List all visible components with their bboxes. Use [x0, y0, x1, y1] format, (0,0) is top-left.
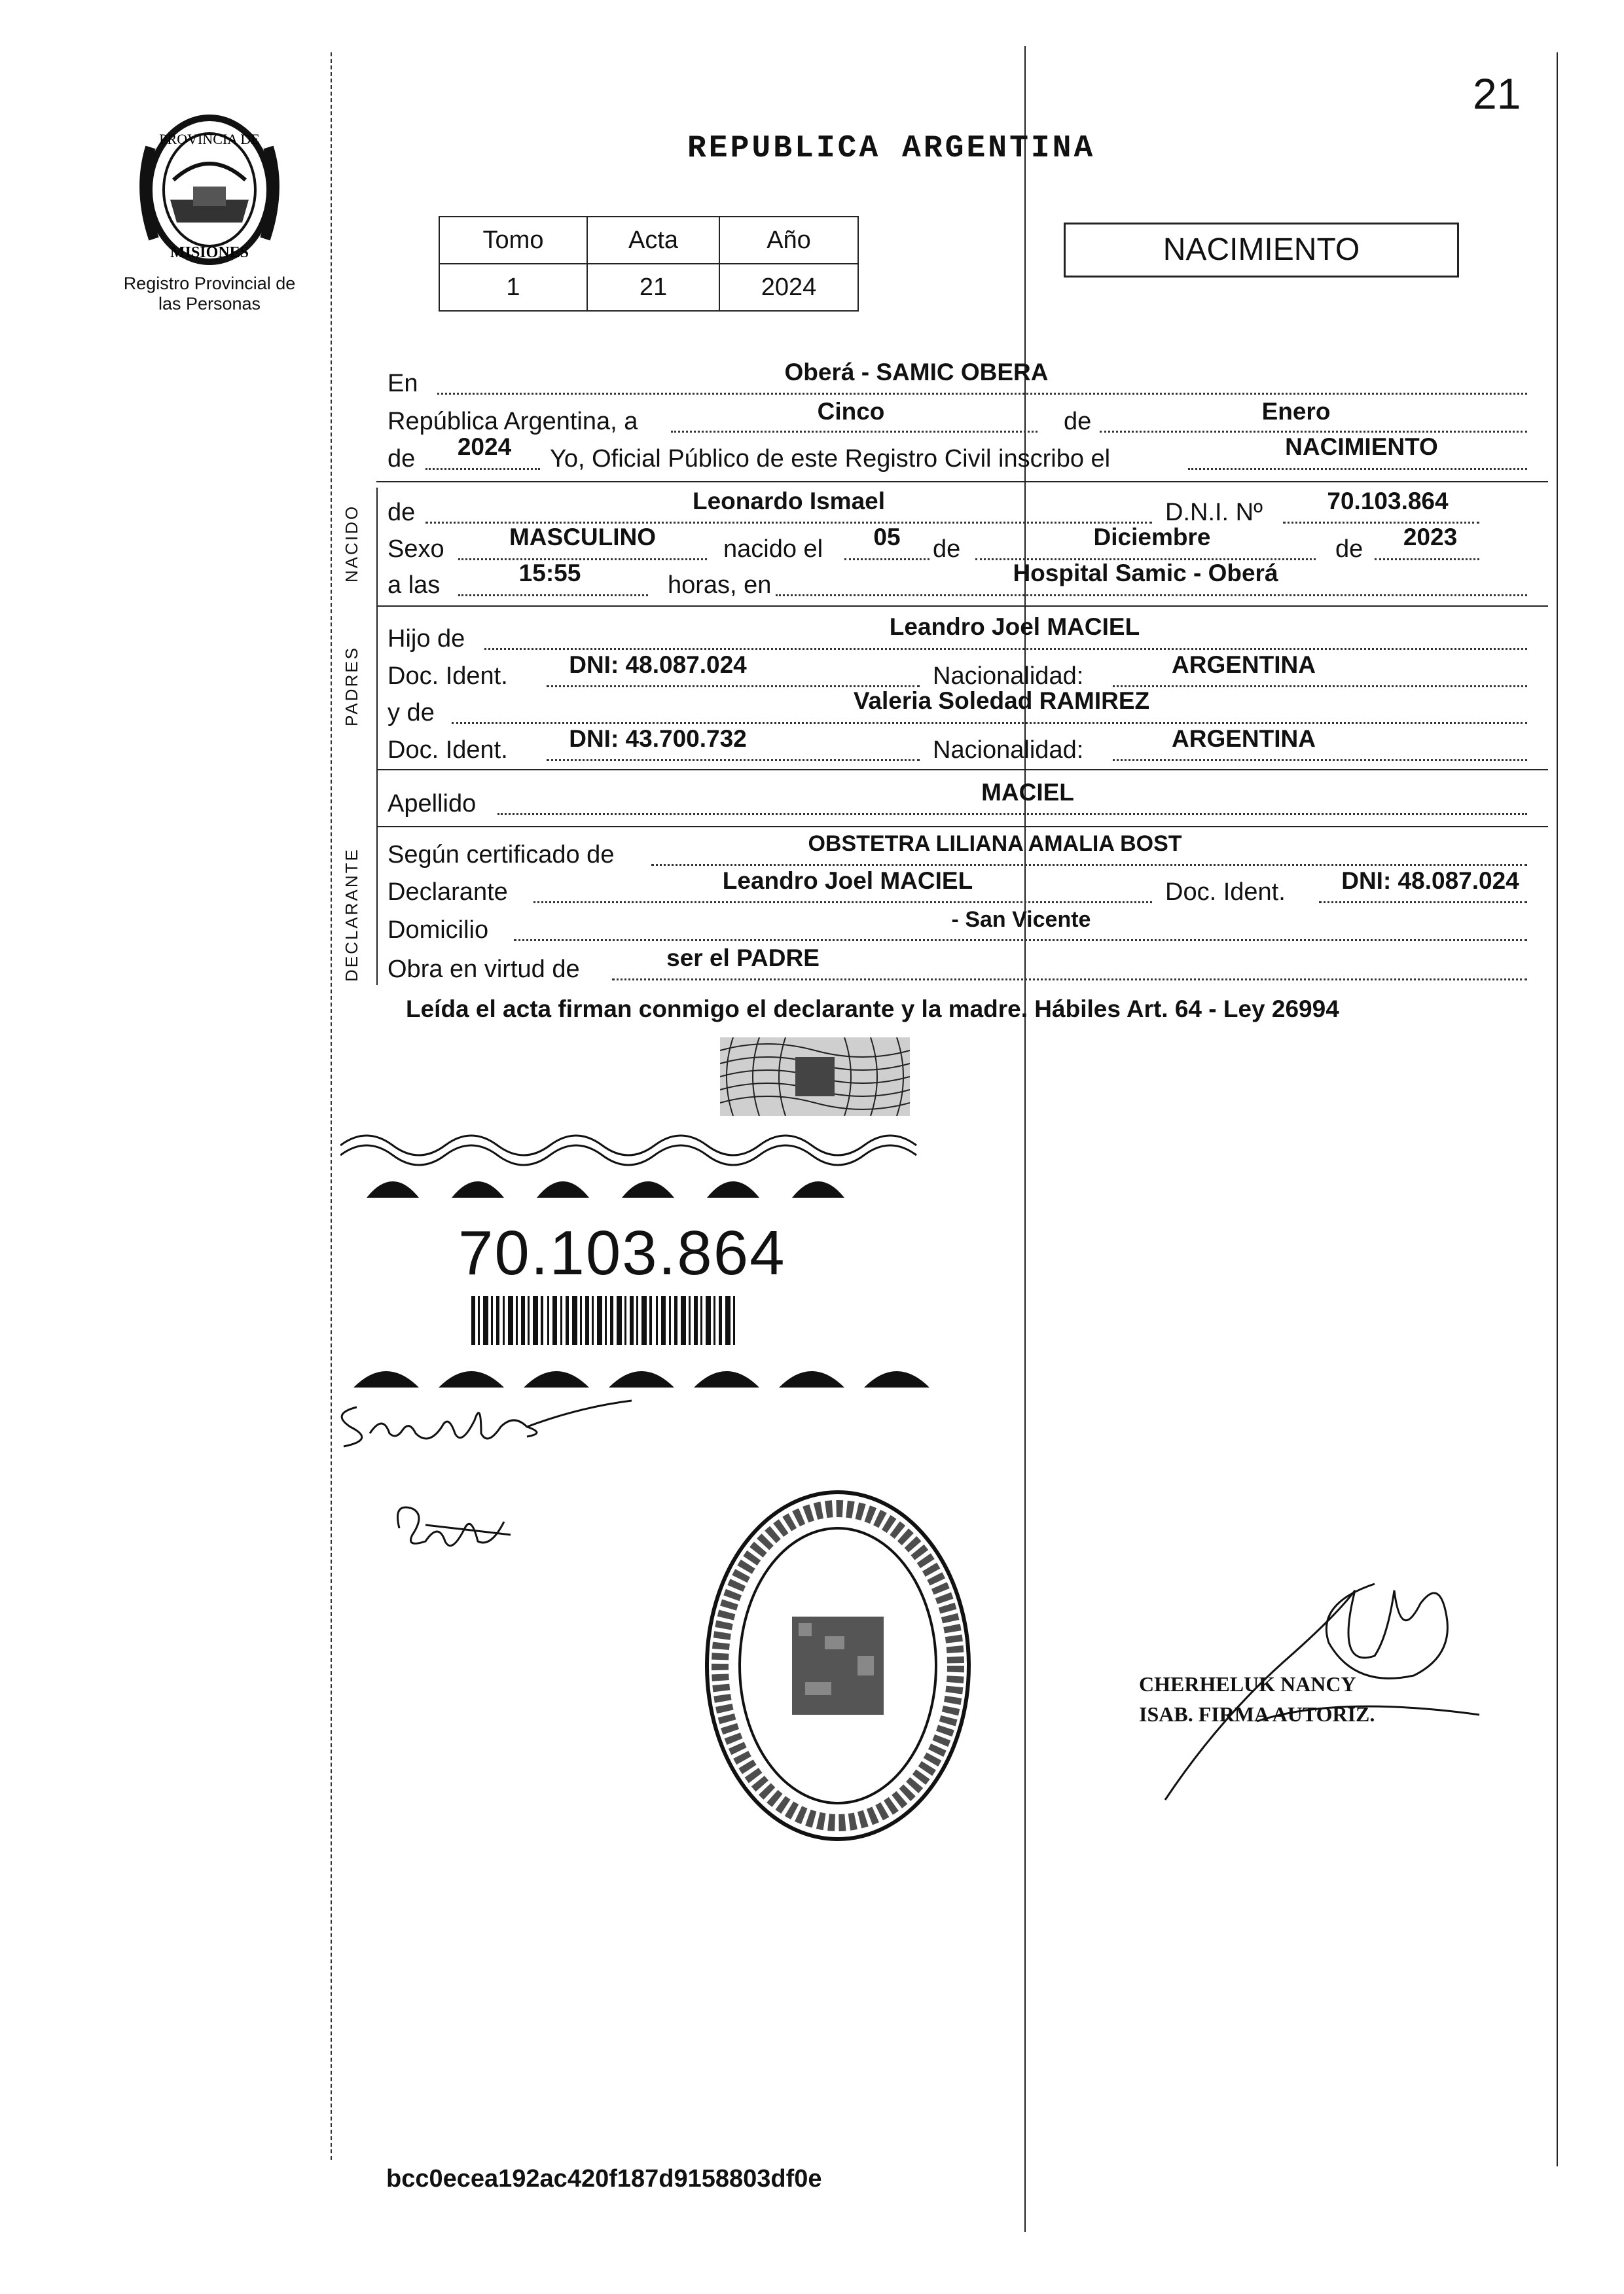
dots-birth-year [1375, 558, 1479, 560]
dots-birth-day [844, 558, 929, 560]
footer-hash: bcc0ecea192ac420f187d9158803df0e [386, 2165, 822, 2193]
value-birth-place: Hospital Samic - Oberá [1013, 560, 1278, 586]
officer-stamp: CHERHELUK NANCY ISAB. FIRMA AUTORIZ. [1139, 1672, 1375, 1726]
header-tomo: Tomo [439, 217, 587, 264]
divider-padres-top [376, 605, 1548, 607]
label-hijo-de: Hijo de [388, 625, 465, 653]
dots-declarant-doc [1319, 901, 1527, 903]
value-certificate-by: OBSTETRA LILIANA AMALIA BOST [808, 831, 1182, 856]
header-acta: Acta [587, 217, 719, 264]
label-de-birth-year: de [1335, 535, 1363, 563]
label-domicilio: Domicilio [388, 916, 489, 944]
section-label-padres: PADRES [342, 646, 361, 726]
dots-declarant [533, 901, 1152, 903]
dots-birth-place [776, 594, 1527, 596]
value-by-virtue: ser el PADRE [666, 944, 820, 971]
value-mother-nationality: ARGENTINA [1172, 725, 1316, 752]
value-surname: MACIEL [981, 779, 1074, 806]
official-seal-icon [700, 1486, 975, 1846]
label-en: En [388, 370, 418, 397]
value-mother: Valeria Soledad RAMIREZ [853, 687, 1150, 714]
emblem-top-text: PROVINCIA DE [159, 131, 260, 147]
value-act: NACIMIENTO [1285, 433, 1438, 460]
security-band-bottom [340, 1335, 929, 1388]
province-emblem-icon [131, 108, 288, 272]
value-father-doc: DNI: 48.087.024 [569, 651, 747, 678]
value-sex: MASCULINO [509, 524, 657, 550]
label-declarant-doc: Doc. Ident. [1165, 878, 1286, 906]
label-de-month: de [933, 535, 961, 563]
label-declarante: Declarante [388, 878, 508, 906]
value-name: Leonardo Ismael [692, 488, 886, 514]
value-father: Leandro Joel MACIEL [889, 613, 1140, 640]
emblem-bottom-text: MISIONES [170, 244, 249, 261]
section-label-declarante: DECLARANTE [342, 848, 361, 982]
label-obra: Obra en virtud de [388, 956, 580, 983]
value-place: Oberá - SAMIC OBERA [784, 359, 1049, 385]
value-month: Enero [1261, 398, 1331, 425]
divider-nacido-top [376, 481, 1548, 482]
dots-mother-doc [547, 759, 920, 761]
dots-surname [497, 813, 1527, 815]
dots-act [1188, 468, 1527, 470]
dots-day [671, 431, 1038, 433]
value-birth-day: 05 [873, 524, 901, 550]
value-acta: 21 [587, 264, 719, 311]
value-year: 2024 [457, 433, 512, 460]
value-father-nationality: ARGENTINA [1172, 651, 1316, 678]
dots-time [458, 594, 648, 596]
stamp-number: 70.103.864 [458, 1218, 786, 1288]
label-nationality-mother: Nacionalidad: [933, 736, 1084, 764]
registry-name: Registro Provincial de las Personas [123, 274, 296, 314]
header-ano: Año [719, 217, 858, 264]
value-birth-year: 2023 [1403, 524, 1458, 550]
value-declarant-doc: DNI: 48.087.024 [1341, 867, 1519, 894]
label-de: de [1064, 408, 1092, 435]
divider-apellido-top [376, 769, 1548, 770]
label-horas-en: horas, en [668, 571, 772, 599]
value-tomo: 1 [439, 264, 587, 311]
label-nacido-el: nacido el [723, 535, 823, 563]
label-y-de: y de [388, 699, 435, 726]
divider-declarante-top [376, 826, 1548, 827]
label-republica: República Argentina, a [388, 408, 638, 435]
right-margin-line [1557, 52, 1558, 2166]
label-a-las: a las [388, 571, 441, 599]
label-de-name: de [388, 499, 416, 526]
dots-domicile [514, 939, 1527, 941]
dots-by-virtue [612, 978, 1527, 980]
value-mother-doc: DNI: 43.700.732 [569, 725, 747, 752]
mother-signature [386, 1496, 517, 1561]
label-doc-ident-father: Doc. Ident. [388, 662, 508, 690]
value-birth-month: Diciembre [1093, 524, 1211, 550]
dots-certificate [651, 864, 1527, 866]
value-day: Cinco [817, 398, 885, 425]
left-margin-line [331, 52, 333, 2160]
value-dni: 70.103.864 [1327, 488, 1449, 514]
page-number: 21 [1473, 69, 1521, 118]
dots-mother-nationality [1113, 759, 1527, 761]
closing-note: Leída el acta firman conmigo el declarante y la madre. Hábiles Art. 64 - Ley 26994 [406, 995, 1339, 1022]
value-domicile: - San Vicente [951, 907, 1091, 932]
label-doc-ident-mother: Doc. Ident. [388, 736, 508, 764]
value-birth-time: 15:55 [518, 560, 581, 586]
section-bracket-line [376, 488, 378, 985]
dots-month [1100, 431, 1527, 433]
label-de-year: de [388, 445, 416, 473]
dots-father [484, 648, 1527, 650]
label-apellido: Apellido [388, 790, 477, 817]
label-sexo: Sexo [388, 535, 444, 563]
dots-mother [452, 722, 1527, 724]
value-declarant: Leandro Joel MACIEL [722, 867, 973, 894]
document-title: REPUBLICA ARGENTINA [687, 131, 1096, 166]
label-nationality-father: Nacionalidad: [933, 662, 1084, 690]
record-index-table [439, 216, 859, 312]
security-band-top [340, 1126, 929, 1198]
label-officer-text: Yo, Oficial Público de este Registro Civil inscribo el [550, 445, 1111, 473]
section-label-nacido: NACIDO [342, 504, 361, 582]
label-segun: Según certificado de [388, 841, 615, 869]
dots-year [425, 468, 540, 470]
hologram-patch-icon [720, 1037, 910, 1116]
dots-en [437, 393, 1527, 395]
label-dni: D.N.I. Nº [1165, 499, 1263, 526]
record-type-box: NACIMIENTO [1064, 223, 1459, 278]
value-ano: 2024 [719, 264, 858, 311]
declarant-signature [331, 1388, 638, 1460]
